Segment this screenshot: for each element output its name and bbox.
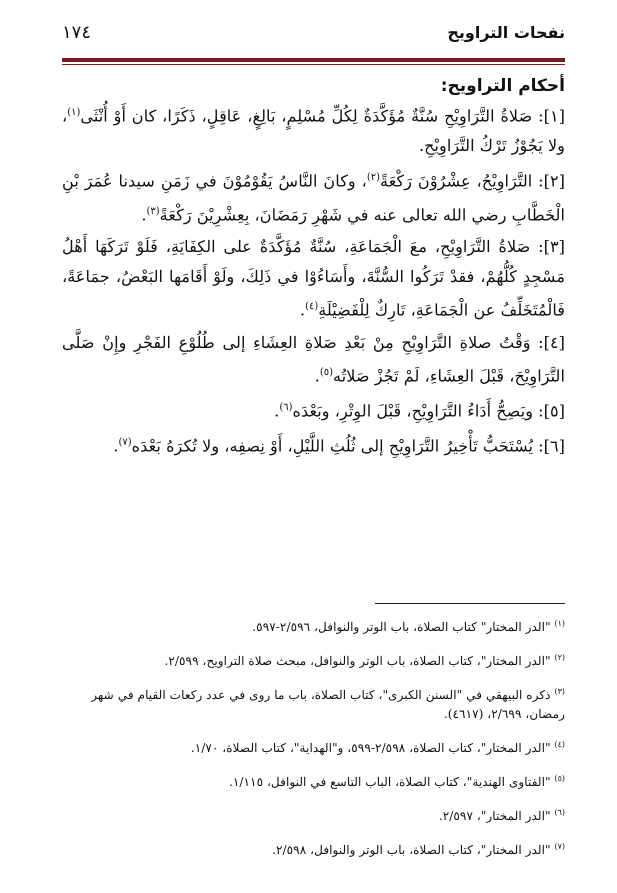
paragraph-tail: . (314, 365, 320, 385)
page-number: ١٧٤ (62, 21, 92, 43)
paragraph-6 (62, 428, 565, 461)
paragraph-number: [٤] (543, 332, 565, 352)
running-title: نفحات التراويح (447, 22, 565, 42)
paragraph-number: [٥] (543, 401, 565, 421)
footnote-marker: (٧) (554, 842, 565, 852)
paragraph-3 (62, 232, 565, 325)
paragraph-text: : ويَصِحُّ أَدَاءُ التَّرَاوِيْحِ، قَبْلَ الوِتْرِ، وبَعْدَه (292, 401, 544, 421)
footnote-text: "الدر المختار"، ٢/٥٩٧. (438, 809, 551, 824)
footnote-ref[interactable]: (٢) (366, 172, 381, 184)
paragraph-tail: . (274, 401, 280, 421)
footnote-ref[interactable]: (٦) (279, 401, 293, 413)
paragraph-tail: ، وكانَ النَّاسُ يَقُوْمُوْنَ في زَمَنِ سيدنا عُمَرَ بْنِ الْخَطَّابِ رضي الله تعالى عنه في شَهْرِ رَمَضَانَ، بِعِشْرِيْنَ رَكْعَةً (62, 171, 565, 225)
footnote-text: "الدر المختار"، كتاب الصلاة، باب الوتر والنوافل، ٢/٥٩٨. (272, 843, 551, 858)
paragraph-number: [٢] (543, 171, 565, 191)
footnote-text: "الدر المختار" كتاب الصلاة، باب الوتر والنوافل، ٢/٥٩٦-٥٩٧. (252, 620, 551, 635)
paragraph-text: : صَلاةُ التَّرَاوِيْحِ، معَ الْجَمَاعَةِ، سُنَّةٌ مُؤَكَّدَةٌ على الكِفَايَةِ، فَلَوْ تَرَكَهَا أَهْلُ مَسْجِدٍ كُلُّهُمْ، فقدْ تَرَكُوا السُّنَّةَ، وأَسَاءُوْا في ذَلِكَ، ولَوْ أَقَامَها البَعْضُ، جمَاعَةً، فَالْمُتَخَلِّفُ عن الْجَمَاعَةِ، تَارِكٌ لِلْفَضِيْلَةِ (62, 237, 565, 320)
paragraph-text: : وَقْتُ صلاةِ التَّرَاوِيْحِ مِنْ بَعْدِ صَلاةِ العِشَاءِ إلى طُلُوْعِ الفَجْرِ وإِنْ صَلَّى التَّرَاوِيْحَ، قَبْلَ العِشَاءِ، لَمْ تَجُزْ صَلاتُه (62, 332, 565, 385)
paragraph-number: [٣] (543, 237, 565, 257)
running-header (62, 10, 565, 54)
paragraph-text: : يُسْتَحَبُّ تَأْخِيرُ التَّرَاوِيْحِ إلى ثُلُثِ اللَّيْلِ، أَوْ نِصفِه، ولا تُكرَهُ بَعْدَه (131, 436, 544, 456)
footnote-2 (62, 648, 565, 671)
footnote-marker: (٥) (554, 774, 565, 784)
footnote-ref[interactable]: (٤) (305, 301, 319, 313)
paragraph-5 (62, 393, 565, 426)
footnote-5 (62, 769, 565, 792)
footnote-ref[interactable]: (١) (67, 107, 81, 118)
footnote-text: ذكره البيهقي في "السنن الكبرى"، كتاب الصلاة، باب ما روى في عدد ركعات القيام في شهر رمضان، ٢/٦٩٩، (٤٦١٧). (91, 688, 565, 722)
footnote-6 (62, 803, 565, 826)
paragraph-number: [١] (543, 106, 565, 126)
footnote-marker: (٣) (554, 687, 565, 697)
footnote-1 (62, 614, 565, 637)
section-heading: أحكام التراويح: (440, 76, 565, 96)
footnote-text: "الدر المختار"، كتاب الصلاة، باب الوتر والنوافل، مبحث صلاة التراويح، ٢/٥٩٩. (164, 654, 551, 669)
footnote-text: "الفتاوى الهندية"، كتاب الصلاة، الباب التاسع في النوافل، ١/١١٥. (228, 775, 551, 790)
paragraph-4 (62, 328, 565, 391)
paragraph-tail: ، ولا يَجُوْزُ تَرْكُ التَّرَاوِيْحِ. (62, 106, 565, 156)
paragraph-tail: . (113, 436, 119, 456)
footnote-marker: (٤) (554, 740, 565, 750)
paragraph-1 (62, 98, 565, 161)
footnote-ref[interactable]: (٧) (118, 437, 132, 449)
footnote-7 (62, 837, 565, 860)
paragraph-2 (62, 163, 565, 230)
footnote-separator (375, 603, 565, 604)
header-rule-thin (62, 64, 565, 65)
footnote-marker: (٦) (554, 808, 565, 818)
paragraph-text: : التَّرَاوِيْحُ، عِشْرُوْنَ رَكْعَةً (380, 171, 544, 191)
footnotes (62, 614, 565, 871)
footnote-3 (62, 682, 565, 724)
paragraph-text: : صَلاةُ التَّرَاوِيْحِ سُنَّةٌ مُؤَكَّدَةٌ لِكُلِّ مُسْلِمٍ، بَالِغٍ، عَاقِلٍ، ذَكَرًا، كان أَوْ أُنْثَى (80, 106, 544, 126)
main-text (62, 76, 565, 464)
footnote-text: "الدر المختار"، كتاب الصلاة، ٢/٥٩٨-٥٩٩، و"الهداية"، كتاب الصلاة، ١/٧٠. (190, 741, 551, 756)
footnote-ref[interactable]: (٥) (319, 366, 334, 378)
footnote-marker: (١) (554, 619, 565, 628)
footnote-4 (62, 735, 565, 758)
paragraph-tail: . (141, 205, 147, 225)
footnote-marker: (٢) (554, 653, 565, 663)
footnote-ref[interactable]: (٣) (146, 205, 160, 217)
paragraph-tail: . (299, 300, 306, 320)
header-rule-thick (62, 58, 565, 62)
paragraph-number: [٦] (543, 436, 565, 456)
